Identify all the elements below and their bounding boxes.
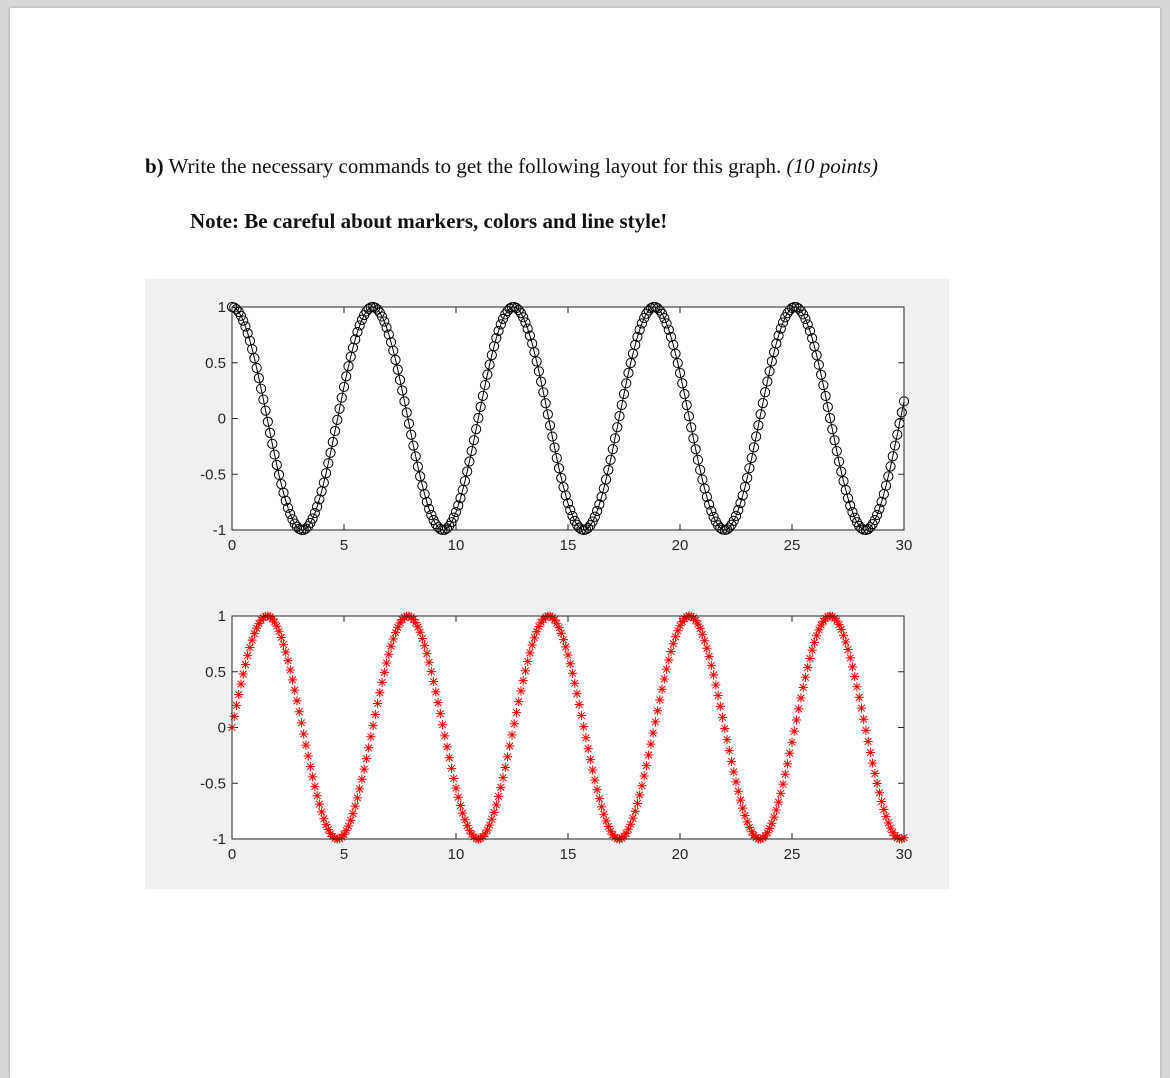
data-point xyxy=(516,686,525,695)
data-point xyxy=(584,744,593,753)
data-point xyxy=(371,710,380,719)
y-tick-label: 0.5 xyxy=(205,663,226,681)
data-point xyxy=(599,810,608,819)
data-point xyxy=(635,790,644,799)
data-point xyxy=(306,762,315,771)
data-point xyxy=(729,767,738,776)
data-point xyxy=(725,746,734,755)
data-point xyxy=(286,665,295,674)
data-point xyxy=(707,661,716,670)
data-point xyxy=(640,771,649,780)
data-point xyxy=(805,654,814,663)
data-point xyxy=(579,722,588,731)
data-point xyxy=(785,749,794,758)
data-point xyxy=(416,628,425,637)
data-point xyxy=(720,724,729,733)
data-point xyxy=(234,690,243,699)
data-point xyxy=(848,662,857,671)
data-point xyxy=(870,769,879,778)
data-point xyxy=(653,706,662,715)
data-point xyxy=(523,657,532,666)
data-point xyxy=(429,677,438,686)
data-point xyxy=(593,785,602,794)
data-point xyxy=(420,641,429,650)
data-point xyxy=(859,715,868,724)
data-point xyxy=(769,812,778,821)
data-point xyxy=(418,634,427,643)
data-point xyxy=(796,693,805,702)
y-tick-label: -0.5 xyxy=(200,775,226,793)
data-point xyxy=(456,801,465,810)
data-point xyxy=(505,741,514,750)
data-point xyxy=(360,765,369,774)
data-point xyxy=(496,783,505,792)
data-point xyxy=(772,805,781,814)
data-point xyxy=(451,784,460,793)
y-tick-label: 0 xyxy=(217,410,226,428)
x-tick-label: 10 xyxy=(447,846,465,863)
data-point xyxy=(852,682,861,691)
data-point xyxy=(767,819,776,828)
data-point xyxy=(718,713,727,722)
data-point xyxy=(501,763,510,772)
data-point xyxy=(454,793,463,802)
data-point xyxy=(588,766,597,775)
data-point xyxy=(633,799,642,808)
data-point xyxy=(445,753,454,762)
data-point xyxy=(503,752,512,761)
x-tick-label: 25 xyxy=(783,846,801,863)
x-tick-label: 20 xyxy=(671,537,689,554)
data-point xyxy=(799,683,808,692)
data-point xyxy=(373,699,382,708)
data-point xyxy=(727,757,736,766)
data-point xyxy=(662,665,671,674)
data-point xyxy=(248,636,257,645)
data-point xyxy=(642,761,651,770)
data-point xyxy=(304,751,313,760)
data-point xyxy=(315,800,324,809)
x-tick-label: 0 xyxy=(227,846,237,863)
data-point xyxy=(581,733,590,742)
data-point xyxy=(512,708,521,717)
data-point xyxy=(866,748,875,757)
data-point xyxy=(310,782,319,791)
data-point xyxy=(857,704,866,713)
x-tick-label: 0 xyxy=(227,537,237,554)
data-point xyxy=(380,668,389,677)
data-point xyxy=(290,686,299,695)
data-point xyxy=(525,648,534,657)
y-tick-label: -0.5 xyxy=(200,466,226,484)
data-point xyxy=(776,789,785,798)
data-point xyxy=(713,691,722,700)
data-point xyxy=(877,797,886,806)
data-point xyxy=(299,729,308,738)
y-tick-label: -1 xyxy=(212,522,226,539)
data-point xyxy=(568,669,577,678)
data-point xyxy=(660,674,669,683)
data-point xyxy=(669,639,678,648)
data-point xyxy=(230,712,239,721)
data-point xyxy=(353,793,362,802)
data-point xyxy=(846,653,855,662)
data-point xyxy=(514,697,523,706)
y-tick-label: 1 xyxy=(217,299,226,316)
data-point xyxy=(790,727,799,736)
x-tick-label: 5 xyxy=(339,846,349,863)
data-point xyxy=(881,812,890,821)
data-point xyxy=(232,701,241,710)
x-tick-label: 25 xyxy=(783,537,801,554)
data-point xyxy=(557,629,566,638)
data-point xyxy=(801,673,810,682)
data-point xyxy=(295,707,304,716)
data-point xyxy=(861,726,870,735)
data-point xyxy=(348,809,357,818)
data-point xyxy=(377,678,386,687)
data-point xyxy=(384,650,393,659)
data-point xyxy=(346,816,355,825)
x-tick-label: 15 xyxy=(559,846,577,863)
data-point xyxy=(855,693,864,702)
note-text: Note: Be careful about markers, colors and line style! xyxy=(190,209,668,233)
data-point xyxy=(498,773,507,782)
data-point xyxy=(734,787,743,796)
data-point xyxy=(447,764,456,773)
data-point xyxy=(590,776,599,785)
data-point xyxy=(357,775,366,784)
data-point xyxy=(873,779,882,788)
data-point xyxy=(245,643,254,652)
data-point xyxy=(864,737,873,746)
data-point xyxy=(783,759,792,768)
data-point xyxy=(841,637,850,646)
data-point xyxy=(570,679,579,688)
data-point xyxy=(787,738,796,747)
data-point xyxy=(736,795,745,804)
data-point xyxy=(586,755,595,764)
x-tick-label: 30 xyxy=(895,537,913,554)
data-point xyxy=(664,655,673,664)
data-point xyxy=(487,815,496,824)
data-point xyxy=(566,659,575,668)
question-label: b) xyxy=(145,154,164,178)
data-point xyxy=(740,811,749,820)
data-point xyxy=(236,679,245,688)
x-tick-label: 10 xyxy=(447,537,465,554)
data-point xyxy=(808,646,817,655)
data-point xyxy=(875,788,884,797)
data-point xyxy=(489,808,498,817)
data-point xyxy=(595,794,604,803)
data-point xyxy=(366,732,375,741)
x-tick-label: 20 xyxy=(671,846,689,863)
data-point xyxy=(781,770,790,779)
data-point xyxy=(792,715,801,724)
data-point xyxy=(649,728,658,737)
data-point xyxy=(279,640,288,649)
data-point xyxy=(308,772,317,781)
data-point xyxy=(722,735,731,744)
data-point xyxy=(281,648,290,657)
data-point xyxy=(277,633,286,642)
data-point xyxy=(288,675,297,684)
data-point xyxy=(868,759,877,768)
data-point xyxy=(375,688,384,697)
data-point xyxy=(778,780,787,789)
data-point xyxy=(297,718,306,727)
data-point xyxy=(239,669,248,678)
data-point xyxy=(731,777,740,786)
data-point xyxy=(364,743,373,752)
data-point xyxy=(436,709,445,718)
data-point xyxy=(561,642,570,651)
subplot-1 xyxy=(200,299,912,554)
data-point xyxy=(644,750,653,759)
data-point xyxy=(369,721,378,730)
x-tick-label: 30 xyxy=(895,846,913,863)
data-point xyxy=(711,680,720,689)
data-point xyxy=(628,814,637,823)
data-point xyxy=(494,792,503,801)
data-point xyxy=(442,742,451,751)
data-point xyxy=(700,636,709,645)
y-tick-label: 0 xyxy=(217,719,226,737)
data-point xyxy=(637,781,646,790)
subplot-2 xyxy=(200,608,912,863)
figure-canvas xyxy=(145,279,949,889)
data-point xyxy=(510,719,519,728)
data-point xyxy=(666,647,675,656)
data-point xyxy=(577,711,586,720)
data-point xyxy=(738,804,747,813)
x-tick-label: 15 xyxy=(559,537,577,554)
data-point xyxy=(492,800,501,809)
data-point xyxy=(458,808,467,817)
data-point xyxy=(794,704,803,713)
figure-window xyxy=(145,279,949,889)
data-point xyxy=(651,717,660,726)
data-point xyxy=(698,630,707,639)
data-point xyxy=(422,649,431,658)
data-point xyxy=(528,640,537,649)
data-point xyxy=(631,807,640,816)
data-point xyxy=(519,676,528,685)
data-point xyxy=(879,805,888,814)
data-point xyxy=(572,689,581,698)
data-point xyxy=(382,658,391,667)
data-point xyxy=(803,663,812,672)
data-point xyxy=(301,740,310,749)
data-point xyxy=(313,791,322,800)
data-point xyxy=(705,652,714,661)
data-point xyxy=(389,634,398,643)
data-point xyxy=(427,667,436,676)
data-point xyxy=(351,802,360,811)
data-point xyxy=(559,635,568,644)
data-point xyxy=(530,633,539,642)
data-point xyxy=(362,754,371,763)
data-point xyxy=(839,631,848,640)
data-point xyxy=(843,645,852,654)
data-point xyxy=(709,670,718,679)
data-point xyxy=(850,672,859,681)
data-point xyxy=(563,650,572,659)
question-text xyxy=(145,154,878,179)
data-point xyxy=(655,695,664,704)
data-point xyxy=(646,740,655,749)
question-body: Write the necessary commands to get the following layout for this graph. xyxy=(163,154,787,178)
data-point xyxy=(433,698,442,707)
data-point xyxy=(431,687,440,696)
data-point xyxy=(438,720,447,729)
data-point xyxy=(243,651,252,660)
question-points: (10 points) xyxy=(786,154,879,178)
data-point xyxy=(521,666,530,675)
y-tick-label: -1 xyxy=(212,831,226,848)
x-tick-label: 5 xyxy=(339,537,349,554)
data-point xyxy=(810,638,819,647)
data-point xyxy=(507,730,516,739)
data-point xyxy=(702,644,711,653)
data-point xyxy=(716,702,725,711)
data-point xyxy=(386,642,395,651)
data-point xyxy=(774,797,783,806)
data-point xyxy=(241,660,250,669)
data-point xyxy=(317,807,326,816)
data-point xyxy=(597,802,606,811)
data-point xyxy=(425,658,434,667)
data-point xyxy=(283,656,292,665)
y-tick-label: 1 xyxy=(217,608,226,625)
data-point xyxy=(440,731,449,740)
data-point xyxy=(292,696,301,705)
data-point xyxy=(657,685,666,694)
data-point xyxy=(355,784,364,793)
data-point xyxy=(449,774,458,783)
data-point xyxy=(575,700,584,709)
y-tick-label: 0.5 xyxy=(205,354,226,372)
